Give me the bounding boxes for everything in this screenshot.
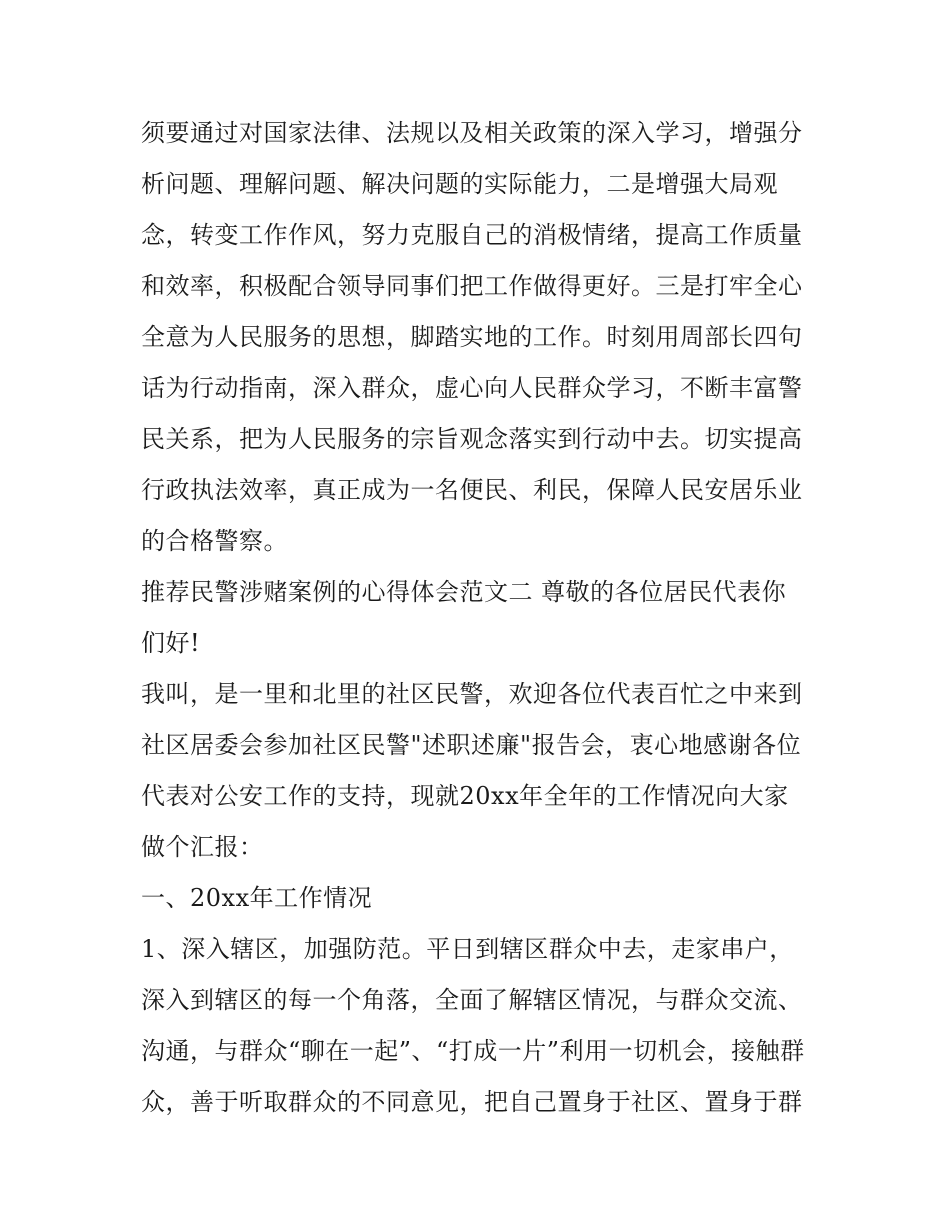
text-line: 代表对公安工作的支持，现就20xx年全年的工作情况向大家: [141, 782, 789, 810]
text-line: 行政执法效率，真正成为一名便民、利民，保障人民安居乐业: [141, 476, 803, 504]
text-line: 的合格警察。: [141, 527, 288, 555]
text-line: 们好!: [141, 629, 201, 657]
text-line: 须要通过对国家法律、法规以及相关政策的深入学习，增强分: [141, 119, 803, 147]
text-line: 念，转变工作作风，努力克服自己的消极情绪，提高工作质量: [141, 221, 803, 249]
text-line: 做个汇报：: [141, 833, 264, 861]
text-line: 深入到辖区的每一个角落，全面了解辖区情况，与群众交流、: [141, 986, 803, 1014]
text-line: 1、深入辖区，加强防范。平日到辖区群众中去，走家串户，: [141, 935, 794, 963]
text-line: 沟通，与群众“聊在一起”、“打成一片”利用一切机会，接触群: [141, 1037, 805, 1065]
text-line: 民关系，把为人民服务的宗旨观念落实到行动中去。切实提高: [141, 425, 803, 453]
text-line: 和效率，积极配合领导同事们把工作做得更好。三是打牢全心: [141, 272, 803, 300]
section-heading: 一、20xx年工作情况: [141, 884, 373, 912]
text-line: 话为行动指南，深入群众，虚心向人民群众学习，不断丰富警: [141, 374, 803, 402]
text-line: 我叫，是一里和北里的社区民警，欢迎各位代表百忙之中来到: [141, 680, 803, 708]
text-line: 析问题、理解问题、解决问题的实际能力，二是增强大局观: [141, 170, 778, 198]
text-line: 社区居委会参加社区民警"述职述廉"报告会，衷心地感谢各位: [141, 731, 802, 759]
section-heading: 推荐民警涉赌案例的心得体会范文二 尊敬的各位居民代表你: [141, 578, 787, 606]
text-line: 全意为人民服务的思想，脚踏实地的工作。时刻用周部长四句: [141, 323, 803, 351]
document-body: [141, 108, 821, 1128]
text-line: 众，善于听取群众的不同意见，把自己置身于社区、置身于群: [141, 1088, 803, 1116]
